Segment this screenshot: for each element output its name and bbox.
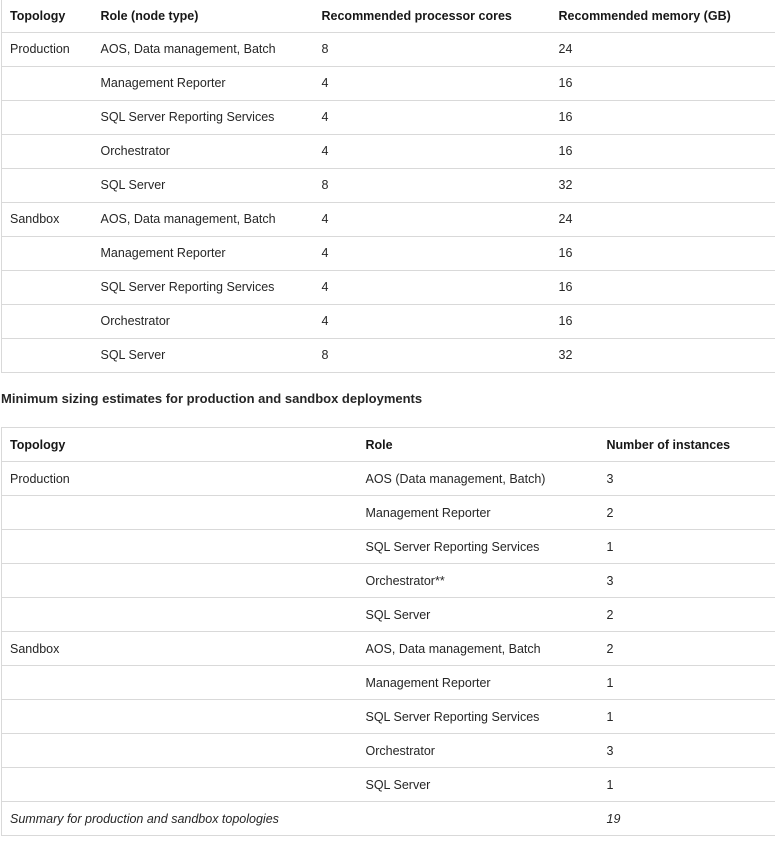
cell-memory: 24 xyxy=(551,202,775,236)
cell-topology: Production xyxy=(2,32,93,66)
cell-memory: 16 xyxy=(551,270,775,304)
cell-role: AOS, Data management, Batch xyxy=(93,32,314,66)
table-row xyxy=(2,768,775,802)
cell-instances: 2 xyxy=(599,598,775,632)
cell-cores: 4 xyxy=(314,304,551,338)
cell-instances: 1 xyxy=(599,768,775,802)
cell-topology xyxy=(2,134,93,168)
hardware-requirements-table xyxy=(1,0,775,373)
cell-role: Management Reporter xyxy=(93,236,314,270)
table-row xyxy=(2,202,775,236)
cell-instances: 3 xyxy=(599,462,775,496)
cell-topology xyxy=(2,168,93,202)
table-row xyxy=(2,666,775,700)
cell-topology xyxy=(2,100,93,134)
cell-cores: 8 xyxy=(314,168,551,202)
cell-role: SQL Server xyxy=(93,168,314,202)
cell-topology xyxy=(2,496,358,530)
summary-total: 19 xyxy=(599,802,775,836)
cell-role: Orchestrator xyxy=(93,304,314,338)
table-row xyxy=(2,236,775,270)
cell-cores: 8 xyxy=(314,32,551,66)
cell-cores: 8 xyxy=(314,338,551,372)
cell-cores: 4 xyxy=(314,66,551,100)
cell-cores: 4 xyxy=(314,100,551,134)
table-header-row xyxy=(2,0,775,32)
cell-memory: 32 xyxy=(551,338,775,372)
cell-cores: 4 xyxy=(314,134,551,168)
cell-role: Management Reporter xyxy=(93,66,314,100)
cell-memory: 16 xyxy=(551,304,775,338)
cell-topology xyxy=(2,236,93,270)
cell-role: AOS, Data management, Batch xyxy=(93,202,314,236)
column-header-cores: Recommended processor cores xyxy=(314,0,551,32)
cell-instances: 2 xyxy=(599,496,775,530)
cell-memory: 32 xyxy=(551,168,775,202)
cell-cores: 4 xyxy=(314,236,551,270)
cell-topology xyxy=(2,734,358,768)
cell-memory: 16 xyxy=(551,236,775,270)
table-row xyxy=(2,66,775,100)
column-header-topology: Topology xyxy=(2,0,93,32)
cell-role: SQL Server xyxy=(93,338,314,372)
cell-topology xyxy=(2,666,358,700)
table-row xyxy=(2,304,775,338)
cell-memory: 16 xyxy=(551,134,775,168)
minimum-sizing-table xyxy=(1,427,775,836)
column-header-role: Role xyxy=(358,428,599,462)
cell-cores: 4 xyxy=(314,202,551,236)
cell-instances: 2 xyxy=(599,632,775,666)
cell-topology xyxy=(2,530,358,564)
column-header-topology: Topology xyxy=(2,428,358,462)
table-row xyxy=(2,100,775,134)
cell-instances: 3 xyxy=(599,734,775,768)
summary-row xyxy=(2,802,775,836)
table-row xyxy=(2,32,775,66)
table-row xyxy=(2,168,775,202)
cell-role: SQL Server Reporting Services xyxy=(93,100,314,134)
table-row xyxy=(2,734,775,768)
table-row xyxy=(2,700,775,734)
cell-role: AOS, Data management, Batch xyxy=(358,632,599,666)
cell-role: Management Reporter xyxy=(358,496,599,530)
cell-role: Management Reporter xyxy=(358,666,599,700)
table-row xyxy=(2,496,775,530)
cell-role: AOS (Data management, Batch) xyxy=(358,462,599,496)
table-header-row xyxy=(2,428,775,462)
cell-role: SQL Server xyxy=(358,598,599,632)
table-row xyxy=(2,462,775,496)
cell-role: SQL Server Reporting Services xyxy=(358,700,599,734)
column-header-instances: Number of instances xyxy=(599,428,775,462)
cell-cores: 4 xyxy=(314,270,551,304)
cell-memory: 24 xyxy=(551,32,775,66)
cell-instances: 1 xyxy=(599,666,775,700)
cell-topology xyxy=(2,564,358,598)
cell-memory: 16 xyxy=(551,66,775,100)
table-row xyxy=(2,564,775,598)
cell-topology xyxy=(2,66,93,100)
cell-topology: Sandbox xyxy=(2,632,358,666)
cell-role: SQL Server Reporting Services xyxy=(358,530,599,564)
cell-topology xyxy=(2,304,93,338)
cell-topology: Production xyxy=(2,462,358,496)
cell-role: Orchestrator xyxy=(93,134,314,168)
column-header-role: Role (node type) xyxy=(93,0,314,32)
cell-topology xyxy=(2,598,358,632)
summary-label: Summary for production and sandbox topologies xyxy=(2,802,599,836)
cell-role: Orchestrator** xyxy=(358,564,599,598)
cell-role: SQL Server Reporting Services xyxy=(93,270,314,304)
cell-topology xyxy=(2,338,93,372)
cell-role: Orchestrator xyxy=(358,734,599,768)
cell-role: SQL Server xyxy=(358,768,599,802)
cell-instances: 1 xyxy=(599,700,775,734)
table-caption: Minimum sizing estimates for production and sandbox deployments xyxy=(1,391,423,406)
table-row xyxy=(2,530,775,564)
cell-topology xyxy=(2,768,358,802)
cell-topology xyxy=(2,270,93,304)
table-row xyxy=(2,134,775,168)
table-row xyxy=(2,338,775,372)
cell-topology xyxy=(2,700,358,734)
table-row xyxy=(2,598,775,632)
cell-topology: Sandbox xyxy=(2,202,93,236)
cell-instances: 1 xyxy=(599,530,775,564)
table-row xyxy=(2,632,775,666)
column-header-memory: Recommended memory (GB) xyxy=(551,0,775,32)
table-row xyxy=(2,270,775,304)
cell-instances: 3 xyxy=(599,564,775,598)
cell-memory: 16 xyxy=(551,100,775,134)
